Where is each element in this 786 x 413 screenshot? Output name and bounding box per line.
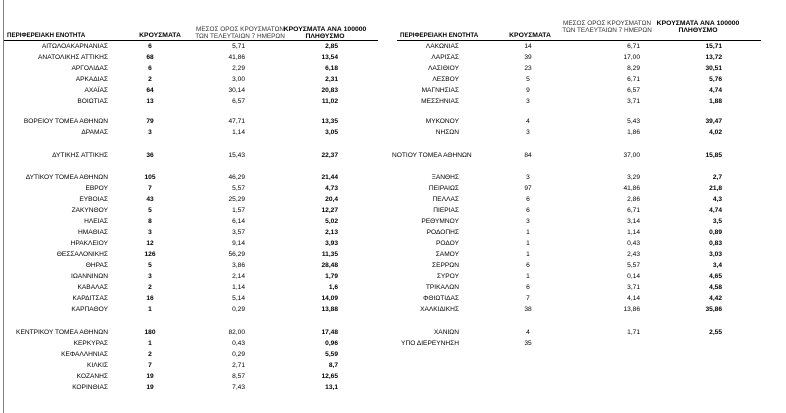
- cell-per: 22,37: [321, 152, 338, 159]
- cell-per: 2,55: [709, 329, 722, 336]
- cell-per: 0,83: [709, 240, 722, 247]
- cell-per: 2,7: [712, 174, 722, 181]
- table-row: [0, 194, 786, 205]
- table-row: [0, 260, 786, 271]
- table-row: [0, 216, 786, 227]
- cell-cases: 68: [146, 54, 154, 61]
- cell-name: ΕΥΒΟΙΑΣ: [79, 196, 108, 203]
- cell-name: ΚΕΡΚΥΡΑΣ: [73, 340, 108, 347]
- cell-per: 8,7: [328, 362, 338, 369]
- cell-cases: 3: [526, 174, 530, 181]
- cell-name: ΗΛΕΙΑΣ: [84, 218, 108, 225]
- cell-avg: 82,00: [228, 329, 245, 336]
- cell-per: 5,59: [325, 351, 338, 358]
- cell-avg: 5,71: [232, 43, 245, 50]
- cell-per: 20,83: [321, 87, 338, 94]
- cell-cases: 6: [526, 207, 530, 214]
- cell-per: 0,89: [709, 229, 722, 236]
- cell-name: ΔΥΤΙΚΟΥ ΤΟΜΕΑ ΑΘΗΝΩΝ: [25, 174, 108, 181]
- cell-name: ΛΑΣΙΘΙΟΥ: [428, 65, 459, 72]
- cell-cases: 8: [148, 218, 152, 225]
- cell-cases: 5: [526, 76, 530, 83]
- cell-cases: 3: [148, 273, 152, 280]
- cell-avg: 6,71: [627, 76, 640, 83]
- cell-per: 4,74: [709, 87, 722, 94]
- cell-cases: 3: [148, 129, 152, 136]
- cell-per: 17,48: [321, 329, 338, 336]
- cell-avg: 0,43: [627, 240, 640, 247]
- cell-avg: 0,43: [232, 340, 245, 347]
- cell-avg: 13,86: [623, 306, 640, 313]
- table-row: [0, 293, 786, 304]
- cell-avg: 5,57: [627, 262, 640, 269]
- cell-cases: 6: [526, 284, 530, 291]
- cell-cases: 3: [526, 98, 530, 105]
- cell-name: ΡΟΔΟΠΗΣ: [426, 229, 459, 236]
- cell-cases: 1: [526, 273, 530, 280]
- cell-avg: 6,57: [232, 98, 245, 105]
- table-row: [0, 96, 786, 107]
- cell-cases: 3: [526, 129, 530, 136]
- cell-cases: 19: [146, 384, 154, 391]
- cell-cases: 38: [524, 306, 532, 313]
- table-row: [0, 172, 786, 183]
- cell-name: ΑΧΑΪΑΣ: [84, 87, 108, 94]
- cell-avg: 1,86: [627, 129, 640, 136]
- cell-cases: 13: [146, 98, 154, 105]
- cell-per: 3,05: [325, 129, 338, 136]
- table-row: [0, 371, 786, 382]
- cell-avg: 46,29: [228, 174, 245, 181]
- cell-per: 30,51: [705, 65, 722, 72]
- cell-per: 3,4: [712, 262, 722, 269]
- cell-name: ΚΑΡΔΙΤΣΑΣ: [72, 295, 108, 302]
- cell-cases: 6: [148, 65, 152, 72]
- table-row: [0, 327, 786, 338]
- cell-name: ΡΟΔΟΥ: [436, 240, 459, 247]
- cell-name: ΠΕΙΡΑΙΩΣ: [428, 185, 459, 192]
- cell-name: ΛΕΣΒΟΥ: [432, 76, 459, 83]
- cell-per: 3,5: [712, 218, 722, 225]
- table-row: [0, 85, 786, 96]
- cell-name: ΚΕΝΤΡΙΚΟΥ ΤΟΜΕΑ ΑΘΗΝΩΝ: [16, 329, 108, 336]
- cell-cases: 105: [144, 174, 156, 181]
- table-row: [0, 304, 786, 315]
- cell-per: 13,72: [705, 54, 722, 61]
- cell-per: 3,93: [325, 240, 338, 247]
- header-per100k-line2: ΠΛΗΘΥΣΜΟ: [305, 33, 345, 40]
- cell-cases: 2: [148, 351, 152, 358]
- table-row: [0, 183, 786, 194]
- cell-per: 0,96: [325, 340, 338, 347]
- cell-avg: 6,14: [232, 218, 245, 225]
- cell-per: 1,79: [325, 273, 338, 280]
- cell-avg: 7,43: [232, 384, 245, 391]
- table-row: [0, 338, 786, 349]
- cell-per: 5,02: [325, 218, 338, 225]
- cell-name: ΣΑΜΟΥ: [435, 251, 459, 258]
- cell-cases: 3: [526, 218, 530, 225]
- cell-per: 4,74: [709, 207, 722, 214]
- cell-avg: 3,57: [232, 229, 245, 236]
- cell-per: 4,02: [709, 129, 722, 136]
- cell-avg: 0,14: [627, 273, 640, 280]
- cell-name: ΙΩΑΝΝΙΝΩΝ: [71, 273, 108, 280]
- cell-name: ΧΑΝΙΩΝ: [433, 329, 459, 336]
- cell-cases: 23: [524, 65, 532, 72]
- cell-name: ΣΕΡΡΩΝ: [432, 262, 459, 269]
- table-row: [0, 41, 786, 52]
- cell-name: ΔΥΤΙΚΗΣ ΑΤΤΙΚΗΣ: [52, 152, 108, 159]
- cell-per: 12,65: [321, 373, 338, 380]
- table-row: [0, 349, 786, 360]
- cell-per: 4,65: [709, 273, 722, 280]
- table-row: [0, 205, 786, 216]
- cell-per: 4,3: [712, 196, 722, 203]
- cell-name: ΛΑΚΩΝΙΑΣ: [425, 43, 459, 50]
- cell-name: ΒΟΙΩΤΙΑΣ: [77, 98, 108, 105]
- table-row: [0, 150, 786, 161]
- cell-avg: 1,14: [232, 129, 245, 136]
- table-row: [0, 63, 786, 74]
- cell-name: ΑΡΓΟΛΙΔΑΣ: [71, 65, 108, 72]
- cell-avg: 1,71: [627, 329, 640, 336]
- cell-cases: 9: [526, 87, 530, 94]
- table-row: [0, 74, 786, 85]
- cell-name: ΚΟΖΑΝΗΣ: [76, 373, 108, 380]
- table-row: [0, 52, 786, 63]
- table-row: [0, 271, 786, 282]
- table-row: [0, 249, 786, 260]
- cell-per: 2,13: [325, 229, 338, 236]
- cell-name: ΜΥΚΟΝΟΥ: [425, 118, 459, 125]
- table-row: [0, 282, 786, 293]
- cell-avg: 25,29: [228, 196, 245, 203]
- cell-per: 35,86: [705, 306, 722, 313]
- cell-cases: 12: [146, 240, 154, 247]
- cell-per: 13,88: [321, 306, 338, 313]
- cell-cases: 97: [524, 185, 532, 192]
- cell-name: ΗΜΑΘΙΑΣ: [78, 229, 108, 236]
- cell-cases: 3: [148, 229, 152, 236]
- cell-cases: 7: [148, 362, 152, 369]
- cell-avg: 41,86: [623, 185, 640, 192]
- cell-avg: 2,71: [232, 362, 245, 369]
- cell-cases: 1: [526, 251, 530, 258]
- cell-avg: 5,57: [232, 185, 245, 192]
- cell-name: ΦΘΙΩΤΙΔΑΣ: [423, 295, 459, 302]
- cell-name: ΥΠΟ ΔΙΕΡΕΥΝΗΣΗ: [401, 340, 459, 347]
- cell-per: 11,35: [321, 251, 338, 258]
- header-avg-line2: ΤΩΝ ΤΕΛΕΥΤΑΙΩΝ 7 ΗΜΕΡΩΝ: [562, 27, 652, 34]
- cell-per: 28,48: [321, 262, 338, 269]
- cell-name: ΖΑΚΥΝΘΟΥ: [71, 207, 108, 214]
- cell-cases: 79: [146, 118, 154, 125]
- cell-cases: 126: [144, 251, 156, 258]
- cell-cases: 14: [524, 43, 532, 50]
- cell-cases: 6: [148, 43, 152, 50]
- cell-cases: 84: [524, 152, 532, 159]
- cell-per: 4,42: [709, 295, 722, 302]
- cell-cases: 6: [526, 196, 530, 203]
- cell-avg: 56,29: [228, 251, 245, 258]
- cell-avg: 8,29: [627, 65, 640, 72]
- cell-cases: 1: [148, 306, 152, 313]
- cell-avg: 3,00: [232, 76, 245, 83]
- cell-per: 3,03: [709, 251, 722, 258]
- cell-avg: 4,14: [627, 295, 640, 302]
- cell-avg: 3,71: [627, 98, 640, 105]
- header-per100k-line2: ΠΛΗΘΥΣΜΟ: [678, 27, 718, 34]
- cell-name: ΤΡΙΚΑΛΩΝ: [425, 284, 459, 291]
- cell-name: ΚΟΡΙΝΘΙΑΣ: [72, 384, 108, 391]
- cell-per: 11,02: [321, 98, 338, 105]
- cell-avg: 1,14: [627, 229, 640, 236]
- cell-name: ΑΡΚΑΔΙΑΣ: [75, 76, 108, 83]
- cell-avg: 6,71: [627, 43, 640, 50]
- cell-per: 1,6: [328, 284, 338, 291]
- header-region: ΠΕΡΙΦΕΡΕΙΑΚΗ ΕΝΟΤΗΤΑ: [400, 32, 479, 39]
- cell-name: ΝΟΤΙΟΥ ΤΟΜΕΑ ΑΘΗΝΩΝ: [392, 152, 472, 159]
- cell-name: ΧΑΛΚΙΔΙΚΗΣ: [420, 306, 459, 313]
- cell-cases: 1: [526, 229, 530, 236]
- cell-avg: 2,43: [627, 251, 640, 258]
- cell-avg: 9,14: [232, 240, 245, 247]
- cell-avg: 6,57: [627, 87, 640, 94]
- cell-cases: 1: [148, 340, 152, 347]
- cell-cases: 16: [146, 295, 154, 302]
- cell-avg: 6,71: [627, 207, 640, 214]
- cell-per: 5,76: [709, 76, 722, 83]
- cell-cases: 180: [144, 329, 156, 336]
- cell-cases: 1: [526, 240, 530, 247]
- header-per100k-line1: ΚΡΟΥΣΜΑΤΑ ΑΝΑ 100000: [656, 20, 740, 27]
- cell-cases: 7: [526, 295, 530, 302]
- cell-per: 15,71: [705, 43, 722, 50]
- cell-avg: 3,71: [627, 284, 640, 291]
- header-cases: ΚΡΟΥΣΜΑΤΑ: [139, 32, 181, 39]
- cell-avg: 3,86: [232, 262, 245, 269]
- cell-per: 21,44: [321, 174, 338, 181]
- cell-cases: 5: [148, 262, 152, 269]
- cell-name: ΛΑΡΙΣΑΣ: [431, 54, 459, 61]
- cell-avg: 37,00: [623, 152, 640, 159]
- cell-avg: 30,14: [228, 87, 245, 94]
- cell-name: ΘΕΣΣΑΛΟΝΙΚΗΣ: [56, 251, 108, 258]
- cell-per: 1,88: [709, 98, 722, 105]
- cell-per: 2,31: [325, 76, 338, 83]
- cell-cases: 2: [148, 76, 152, 83]
- table-row: [0, 116, 786, 127]
- cell-name: ΚΑΡΠΑΘΟΥ: [71, 306, 108, 313]
- cell-avg: 2,86: [627, 196, 640, 203]
- header-avg-line1: ΜΕΣΟΣ ΟΡΟΣ ΚΡΟΥΣΜΑΤΩΝ: [563, 20, 651, 27]
- cell-per: 20,4: [325, 196, 338, 203]
- cell-per: 6,18: [325, 65, 338, 72]
- cell-per: 13,35: [321, 118, 338, 125]
- cell-avg: 1,14: [232, 284, 245, 291]
- table-row: [0, 238, 786, 249]
- cell-per: 2,85: [325, 43, 338, 50]
- cell-cases: 7: [148, 185, 152, 192]
- cell-avg: 1,57: [232, 207, 245, 214]
- cell-avg: 17,00: [623, 54, 640, 61]
- cell-name: ΞΑΝΘΗΣ: [431, 174, 459, 181]
- cell-name: ΡΕΘΥΜΝΟΥ: [421, 218, 459, 225]
- cell-avg: 3,29: [627, 174, 640, 181]
- cell-name: ΔΡΑΜΑΣ: [81, 129, 108, 136]
- cell-name: ΕΒΡΟΥ: [85, 185, 108, 192]
- cell-avg: 41,86: [228, 54, 245, 61]
- cell-per: 15,85: [705, 152, 722, 159]
- cell-cases: 64: [146, 87, 154, 94]
- header-cases: ΚΡΟΥΣΜΑΤΑ: [509, 32, 551, 39]
- cell-cases: 4: [526, 329, 530, 336]
- cell-name: ΜΑΓΝΗΣΙΑΣ: [421, 87, 459, 94]
- cell-avg: 15,43: [228, 152, 245, 159]
- table-row: [0, 382, 786, 393]
- cell-name: ΝΗΣΩΝ: [435, 129, 459, 136]
- cell-per: 21,8: [709, 185, 722, 192]
- cell-avg: 5,43: [627, 118, 640, 125]
- cell-name: ΚΑΒΑΛΑΣ: [77, 284, 108, 291]
- table-row: [0, 360, 786, 371]
- cell-cases: 39: [524, 54, 532, 61]
- cell-name: ΒΟΡΕΙΟΥ ΤΟΜΕΑ ΑΘΗΝΩΝ: [23, 118, 108, 125]
- cell-avg: 47,71: [228, 118, 245, 125]
- cell-avg: 0,29: [232, 306, 245, 313]
- cell-cases: 6: [526, 262, 530, 269]
- cell-name: ΚΙΛΚΙΣ: [87, 362, 108, 369]
- cell-name: ΗΡΑΚΛΕΙΟΥ: [70, 240, 108, 247]
- header-region: ΠΕΡΙΦΕΡΕΙΑΚΗ ΕΝΟΤΗΤΑ: [7, 32, 86, 39]
- cell-cases: 4: [526, 118, 530, 125]
- cell-avg: 8,57: [232, 373, 245, 380]
- header-avg-line1: ΜΕΣΟΣ ΟΡΟΣ ΚΡΟΥΣΜΑΤΩΝ: [196, 26, 284, 33]
- cell-avg: 0,29: [232, 351, 245, 358]
- cell-name: ΣΥΡΟΥ: [436, 273, 459, 280]
- cell-per: 12,27: [321, 207, 338, 214]
- cell-name: ΠΙΕΡΙΑΣ: [433, 207, 459, 214]
- cell-per: 4,73: [325, 185, 338, 192]
- cell-name: ΠΕΛΛΑΣ: [432, 196, 459, 203]
- cell-cases: 36: [146, 152, 154, 159]
- header-avg-line2: ΤΩΝ ΤΕΛΕΥΤΑΙΩΝ 7 ΗΜΕΡΩΝ: [195, 33, 285, 40]
- cell-avg: 3,14: [627, 218, 640, 225]
- cell-per: 14,09: [321, 295, 338, 302]
- cell-name: ΑΝΑΤΟΛΙΚΗΣ ΑΤΤΙΚΗΣ: [38, 54, 108, 61]
- table-row: [0, 227, 786, 238]
- cell-per: 39,47: [705, 118, 722, 125]
- cell-name: ΘΗΡΑΣ: [85, 262, 108, 269]
- cell-cases: 2: [148, 284, 152, 291]
- cell-per: 13,54: [321, 54, 338, 61]
- cell-avg: 2,14: [232, 273, 245, 280]
- cell-per: 13,1: [325, 384, 338, 391]
- cell-name: ΚΕΦΑΛΛΗΝΙΑΣ: [61, 351, 108, 358]
- header-per100k-line1: ΚΡΟΥΣΜΑΤΑ ΑΝΑ 100000: [283, 26, 367, 33]
- cell-cases: 43: [146, 196, 154, 203]
- cell-cases: 35: [524, 340, 532, 347]
- cell-cases: 19: [146, 373, 154, 380]
- cell-cases: 5: [148, 207, 152, 214]
- table-row: [0, 127, 786, 138]
- cell-avg: 2,29: [232, 65, 245, 72]
- cell-avg: 5,14: [232, 295, 245, 302]
- cell-name: ΜΕΣΣΗΝΙΑΣ: [421, 98, 459, 105]
- cell-name: ΑΙΤΩΛΟΑΚΑΡΝΑΝΙΑΣ: [41, 43, 108, 50]
- cell-per: 4,58: [709, 284, 722, 291]
